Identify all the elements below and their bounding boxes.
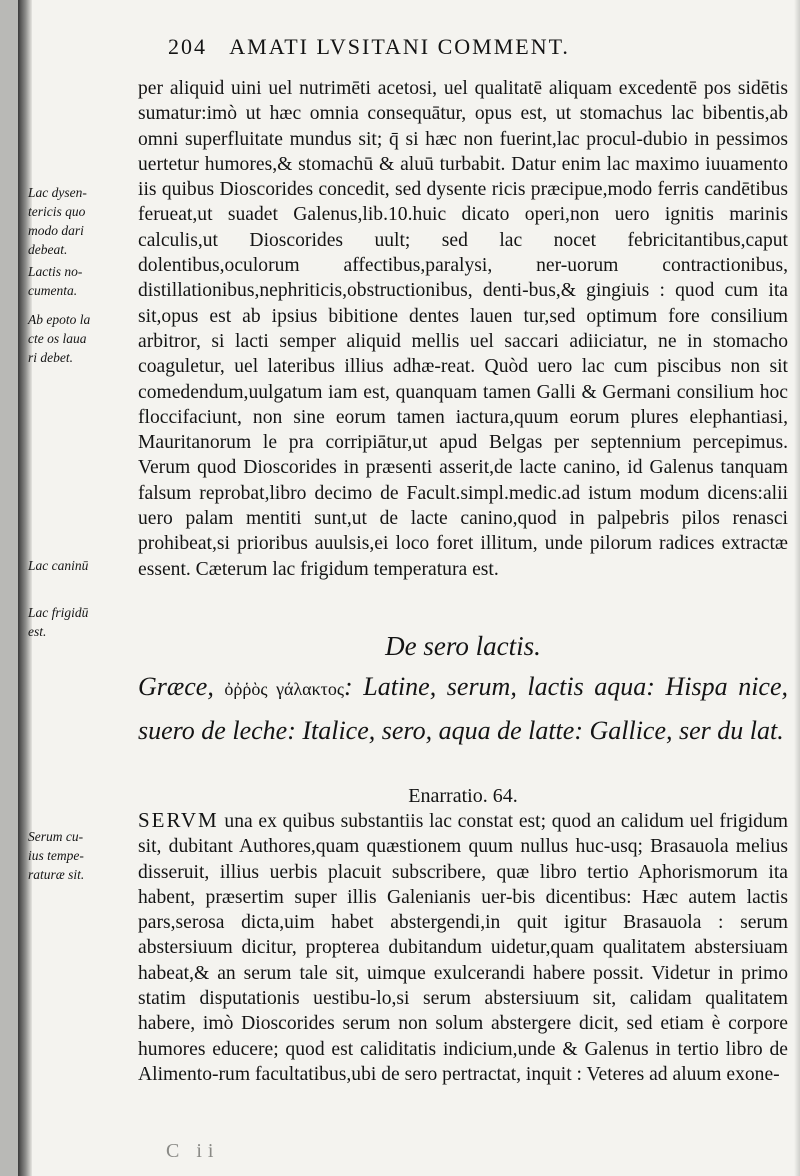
greek-term: ὀῤῥὸς γάλακτος xyxy=(224,679,345,699)
sidenote-serum-temperatura xyxy=(28,827,128,884)
page-edge-shadow xyxy=(794,0,800,1176)
sidenote-line: Lactis no- xyxy=(28,264,83,279)
sidenote-line: modo dari xyxy=(28,223,84,238)
synonyms-block xyxy=(138,666,788,751)
sidenote-line: ius tempe- xyxy=(28,848,84,863)
signature-mark: C ii xyxy=(166,1140,220,1162)
synonyms-rest: : Latine, serum, lactis aqua: Hispa nice, suero de leche: Italice, sero, aqua de latte: Gallice, ser du lat. xyxy=(138,672,789,745)
synonyms-lead: Græce, xyxy=(138,672,214,701)
sidenote-line: debeat. xyxy=(28,242,68,257)
sidenote-line: ri debet. xyxy=(28,350,73,365)
sidenote-line: cte os laua xyxy=(28,331,87,346)
running-head xyxy=(168,34,780,60)
page-number: 204 xyxy=(168,34,207,59)
sidenote-lac-dysentericis xyxy=(28,183,128,259)
sidenote-lac-frigidum xyxy=(28,603,128,641)
sidenote-line: Lac frigidū xyxy=(28,605,89,620)
sidenote-lactis-nocumenta xyxy=(28,262,128,300)
sidenote-line: Serum cu- xyxy=(28,829,84,844)
enarratio-heading: Enarratio. 64. xyxy=(408,785,518,807)
paragraph-lac: per aliquid uini uel nutrimēti acetosi, uel qualitatē aliquam excedentē pos sidētis sumatur:imò ut hæc omnia consequātur, opus est, ut stomachus lac bibentis,ab omni superfluitate mundus sit; q̄ si hæc non fuerint,lac procul-dubio in pessimos uertetur humores,& stomachū & aluū turbabit. Datur enim lac maximo iuuamento iis quibus Dioscorides concedit, sed dysente ricis præcipue,modo ferris candētibus ferueat,ut suadet Galenus,lib.10.huic dicato operi,non uero ignitis marinis calculis,ut Dioscorides uult; sed lac nocet febricitantibus,caput dolentibus,oculorum affectibus,paralysi, ner-uorum contractionibus, distillationibus,nephriticis,obstructionibus, denti-bus,& gingiuis : quod cum ita sit,opus est ab ipsius bibitione dentes lauen tur,sed optimum fore consilium arbitror, si lacti semper aliquid mellis uel saccari adiiciatur, ne in stomacho coaguletur, uel lateribus illius adhæ-reat. Quòd uero lac cum piscibus non sit comedendum,uulgatum iam est, quanquam tamen Galli & Germani consilium hoc floccifaciunt, non sine eorum tamen iactura,quum eorum plures elephantiasi, Mauritanorum le pra corripiātur,ut apud Belgas per septennium percepimus. Verum quod Dioscorides in præsenti asserit,de lacte canino, id Galenus tanquam falsum reprobat,libro decimo de Facult.simpl.medic.ad istum modum dicens:alii uero palam mentiti sunt,ut de lacte canino,quod in palpebris pilos renasci prohibeat,si prioribus auulsis,ei loco foret illitum, unde pilorum radices extractæ essent. Cæterum lac frigidum temperatura est. xyxy=(138,78,788,580)
book-gutter-shadow xyxy=(18,0,32,1176)
sidenote-lac-caninum xyxy=(28,556,128,575)
lead-word: SERVM xyxy=(138,808,219,832)
sidenote-line: Ab epoto la xyxy=(28,312,91,327)
sidenote-line: cumenta. xyxy=(28,283,78,298)
book-page xyxy=(18,0,800,1176)
sidenote-line: tericis quo xyxy=(28,204,86,219)
sidenote-line: raturæ sit. xyxy=(28,867,85,882)
paragraph-serum-text: una ex quibus substantiis lac constat est; quod an calidum uel frigidum sit, dubitant Authores,quam quæstionem quum nullus huc-usq; Brasauola melius disseruit, illius uerbis placuit subscribere, quæ libro tertio Aphorismorum ita habent, præsertim super illis Galenianis uer-bis dicentibus: Hæc autem lactis pars,serosa dicta,uim habet abstergendi,in quit igitur Brasauola : serum abstersiuum dicitur, propterea dubitandum uidetur,quam qualitatem abstersiuam habeat,& an serum tale sit, uimque exulcerandi habere possit. Videtur in primo statim disputationis uestibu-lo,si serum abstersiuum sit, calidam qualitatem habere, imò Dioscorides serum non solum abstergere dicit, sed etiam è corpore humores educere; quod est caliditatis indicium,unde & Galenus in tertio libro de Alimento-rum facultatibus,ubi de sero pertractat, inquit : Veteres ad aluum exone- xyxy=(138,811,788,1085)
section-heading: De sero lactis. xyxy=(385,631,541,661)
running-title: AMATI LVSITANI COMMENT. xyxy=(229,34,570,59)
main-text-block xyxy=(138,76,788,582)
serum-text-block xyxy=(138,808,788,1087)
sidenote-line: est. xyxy=(28,624,47,639)
sidenote-line: Lac dysen- xyxy=(28,185,87,200)
sidenote-line: Lac caninū xyxy=(28,558,89,573)
sidenote-ab-epoto xyxy=(28,310,128,367)
paragraph-serum xyxy=(138,808,788,1087)
